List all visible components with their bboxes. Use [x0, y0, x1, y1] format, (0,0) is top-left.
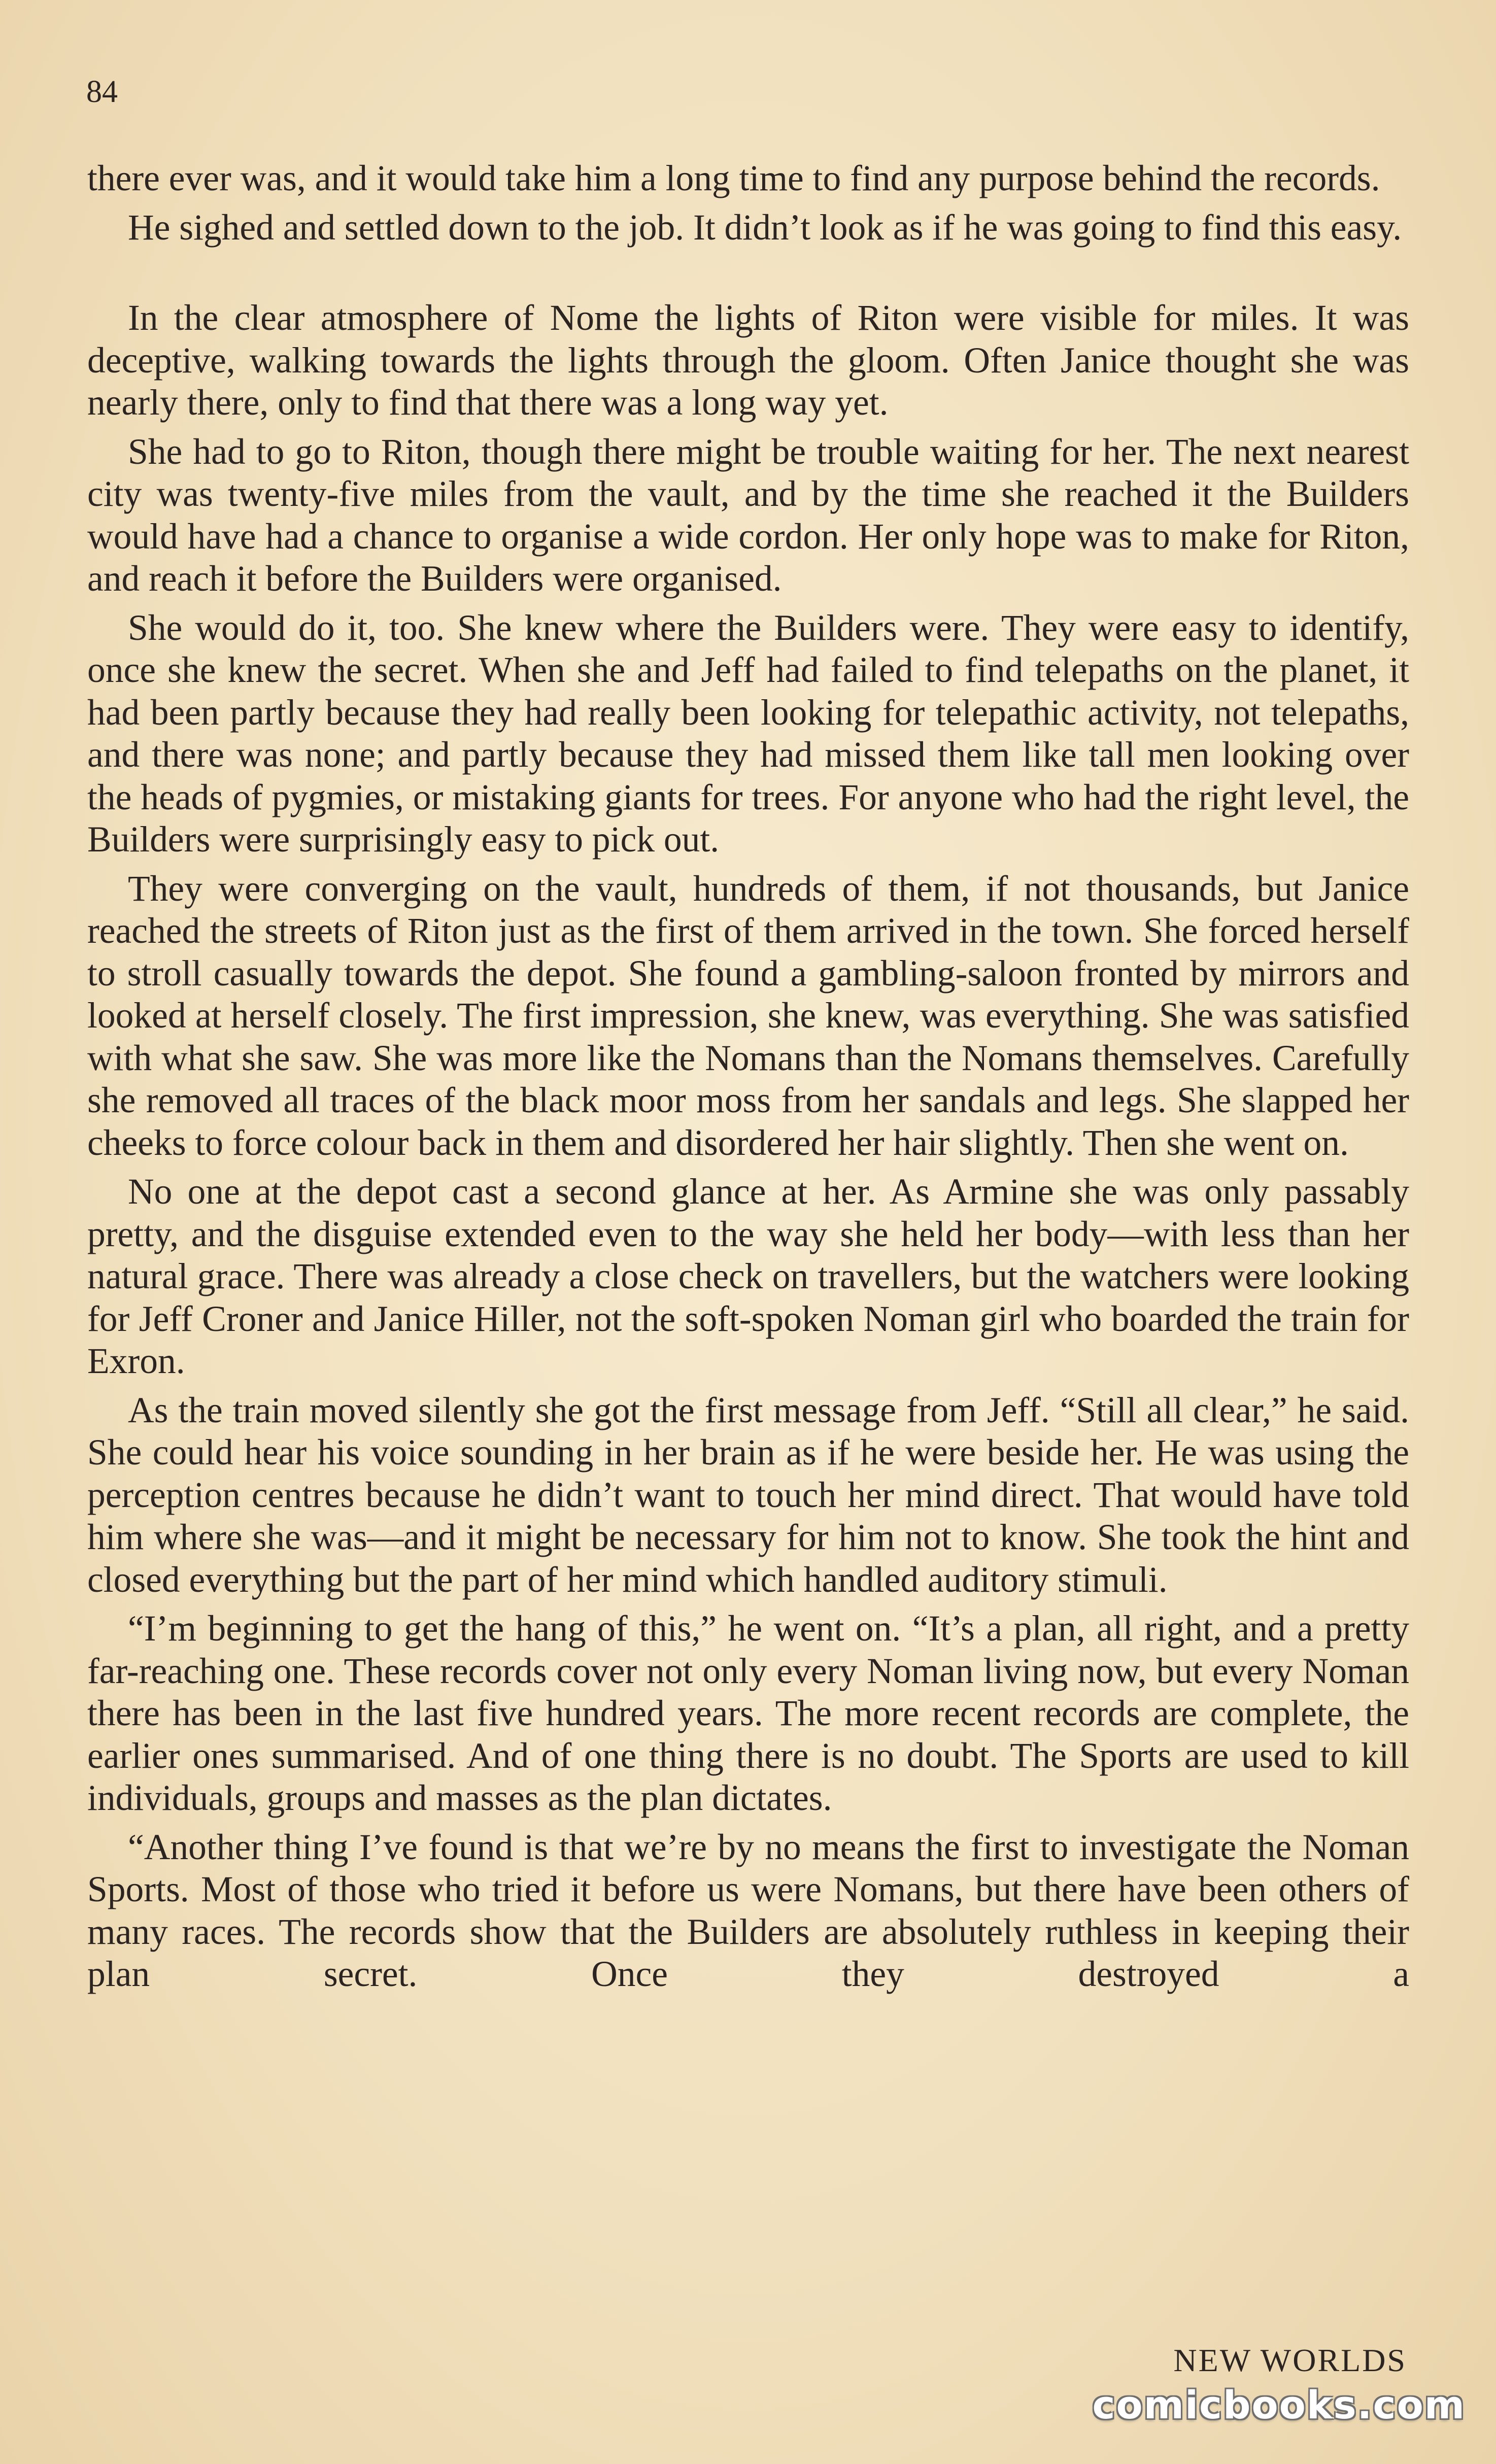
paragraph-7: No one at the depot cast a second glance at her. As Armine she was only passably pretty, and the disguise extended even to the way she held her body—with less than her natural grace. There was already a close check on travellers, but the watchers were looking for Jeff Croner and Janice Hiller, not the soft-spoken Noman girl who boarded the train for Exron. [87, 1172, 1409, 1381]
paragraph-1: there ever was, and it would take him a long time to find any purpose behind the records. [87, 158, 1380, 198]
paragraph-9: “I’m beginning to get the hang of this,” he went on. “It’s a plan, all right, and a pretty far-reaching one. These records cover not only every Noman living now, but every Noman there has been in the last five hundred years. The more recent records are complete, the earlier ones summarised. And of one thing there is no doubt. The Sports are used to kill individuals, groups and masses as the plan dictates. [87, 1609, 1409, 1818]
paragraph-8: As the train moved silently she got the first message from Jeff. “Still all clear,” he said. She could hear his voice sounding in her brain as if he were beside her. He was using the perception centres because he didn’t want to touch her mind direct. That would have told him where she was—and it might be necessary for him not to know. She took the hint and closed everything but the part of her mind which handled auditory stimuli. [87, 1390, 1409, 1600]
paragraph-3: In the clear atmosphere of Nome the lights of Riton were visible for miles. It was deceptive, walking towards the lights through the gloom. Often Janice thought she was nearly there, only to find that there was a long way yet. [87, 298, 1409, 423]
paragraph-5: She would do it, too. She knew where the Builders were. They were easy to identify, once she knew the secret. When she and Jeff had failed to find telepaths on the planet, it had been partly because they had really been looking for telepathic activity, not telepaths, and there was none; and partly because they had missed them like tall men looking over the heads of pygmies, or mistaking giants for trees. For anyone who had the right level, the Builders were surprisingly easy to pick out. [87, 607, 1409, 860]
running-footer: NEW WORLDS [1173, 2342, 1407, 2378]
paragraph-2: He sighed and settled down to the job. It didn’t look as if he was going to find this easy. [128, 207, 1402, 248]
paragraph-4: She had to go to Riton, though there might be trouble waiting for her. The next nearest city was twenty-five miles from the vault, and by the time she reached it the Builders would have had a chance to organise a wide cordon. Her only hope was to make for Riton, and reach it before the Builders were organised. [87, 431, 1409, 599]
watermark: comicbooks.com [1092, 2382, 1466, 2427]
story-text [87, 157, 1409, 2002]
paragraph-10: “Another thing I’ve found is that we’re by no means the first to investigate the Noman Sports. Most of those who tried it before us were Nomans, but there have been others of many races. The records show that the Builders are absolutely ruthless in keeping their plan secret. Once they destroyed a [87, 1827, 1409, 1994]
paragraph-6: They were converging on the vault, hundreds of them, if not thousands, but Janice reached the streets of Riton just as the first of them arrived in the town. She forced herself to stroll casually towards the depot. She found a gambling-saloon fronted by mirrors and looked at herself closely. The first impression, she knew, was everything. She was satisfied with what she saw. She was more like the Nomans than the Nomans themselves. Carefully she removed all traces of the black moor moss from her sandals and legs. She slapped her cheeks to force colour back in them and disordered her hair slightly. Then she went on. [87, 868, 1409, 1163]
page-number: 84 [86, 75, 118, 109]
